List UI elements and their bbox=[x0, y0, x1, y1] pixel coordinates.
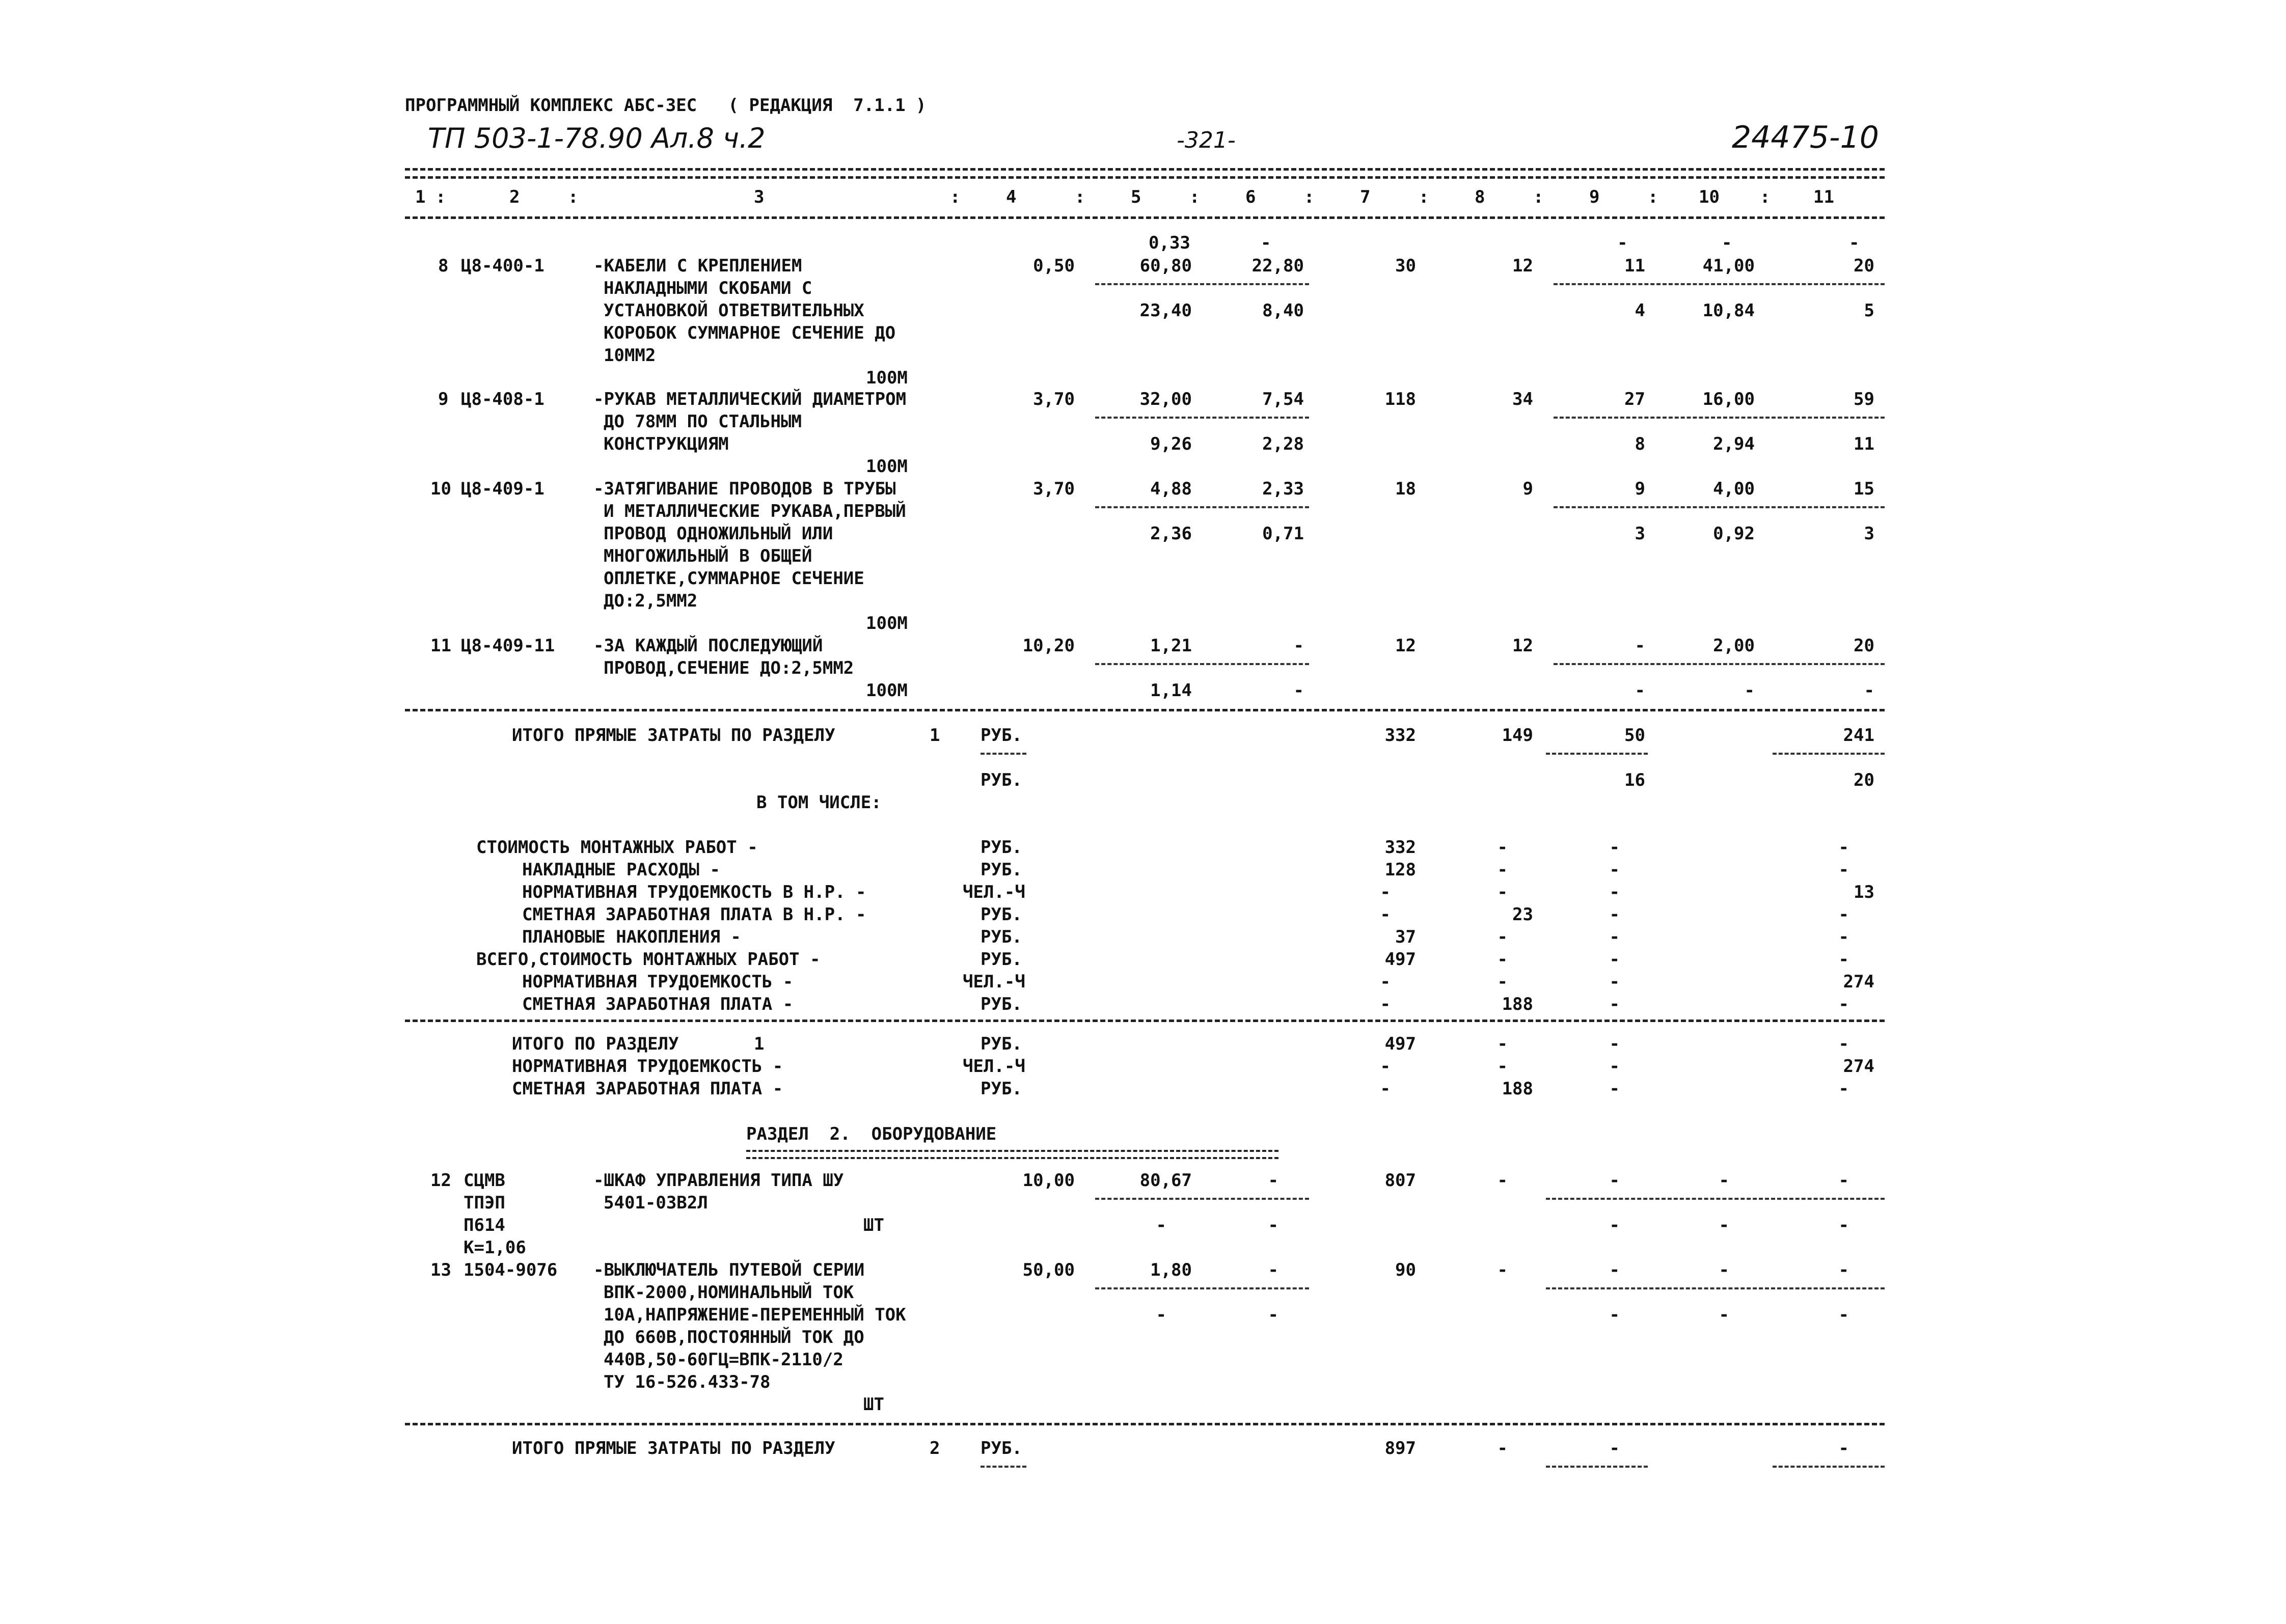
row-number: 9 bbox=[438, 389, 449, 409]
cell-divider bbox=[1773, 753, 1885, 755]
cell-divider bbox=[1554, 663, 1885, 665]
cell-c9-secondary: 8 bbox=[1635, 434, 1645, 454]
row-desc-line: 440В,50-60ГЦ=ВПК-2110/2 bbox=[604, 1350, 843, 1370]
cell-c7: 332 bbox=[1384, 837, 1416, 858]
col-header-8: 8 bbox=[1475, 187, 1485, 207]
cell-c8: 149 bbox=[1502, 725, 1533, 746]
cell-divider bbox=[981, 1466, 1026, 1468]
summary-unit: РУБ. bbox=[981, 904, 1022, 925]
cell-c9-secondary: - bbox=[1635, 680, 1645, 701]
cell-c6: - bbox=[1293, 636, 1304, 656]
cell-c8: - bbox=[1497, 927, 1508, 947]
col-header-11: 11 bbox=[1813, 187, 1834, 207]
cell-c5-secondary: 1,14 bbox=[1150, 680, 1192, 701]
cell-c4: 0,50 bbox=[1033, 256, 1075, 276]
cell-c11: - bbox=[1838, 1260, 1849, 1280]
row-number: 8 bbox=[438, 256, 449, 276]
cell-c9: - bbox=[1609, 1079, 1620, 1099]
cell-c7: 12 bbox=[1395, 636, 1416, 656]
col-sep: : bbox=[950, 187, 961, 207]
cell-c9: 27 bbox=[1624, 389, 1645, 409]
cell-c6: - bbox=[1268, 1260, 1278, 1280]
cell-c5: 32,00 bbox=[1139, 389, 1192, 409]
cell-c5-secondary: 9,26 bbox=[1150, 434, 1192, 454]
col-header-2: 2 bbox=[509, 187, 520, 207]
summary-unit: РУБ. bbox=[981, 837, 1022, 858]
summary-unit: РУБ. bbox=[981, 949, 1022, 970]
cell-c7: 332 bbox=[1384, 725, 1416, 746]
cell-c11: 13 bbox=[1854, 882, 1874, 902]
header-rule-bottom bbox=[405, 216, 1885, 219]
cell-c5-secondary: - bbox=[1156, 1215, 1166, 1235]
cell-c9: 9 bbox=[1635, 479, 1645, 499]
cell-divider bbox=[1546, 1198, 1885, 1200]
row-code: Ц8-400-1 bbox=[461, 256, 545, 276]
section-total-label: ИТОГО ПО РАЗДЕЛУ bbox=[512, 1034, 679, 1054]
cell-c8: - bbox=[1497, 882, 1508, 902]
cell-c9: - bbox=[1609, 972, 1620, 992]
col-sep: : bbox=[436, 187, 446, 207]
cell-c11-secondary: - bbox=[1838, 1305, 1849, 1325]
cell-c7: 18 bbox=[1395, 479, 1416, 499]
col-header-4: 4 bbox=[1006, 187, 1017, 207]
cell-c11: 59 bbox=[1854, 389, 1874, 409]
cell-c5: 1,80 bbox=[1150, 1260, 1192, 1280]
row-desc-line: -РУКАВ МЕТАЛЛИЧЕСКИЙ ДИАМЕТРОМ bbox=[593, 389, 907, 409]
cell-c8: 12 bbox=[1512, 636, 1533, 656]
cell-c8: - bbox=[1497, 972, 1508, 992]
cell-c11: 20 bbox=[1854, 636, 1874, 656]
cell-c7: 128 bbox=[1384, 860, 1416, 880]
total-unit: РУБ. bbox=[981, 1438, 1022, 1458]
cell-c4: 10,20 bbox=[1022, 636, 1075, 656]
cell-c10-secondary: 0,92 bbox=[1713, 524, 1755, 544]
section-2-underline bbox=[746, 1150, 1278, 1159]
cell-c9-secondary: - bbox=[1609, 1215, 1620, 1235]
row-unit: 100М bbox=[866, 368, 908, 388]
cell-c7: 497 bbox=[1384, 1034, 1416, 1054]
cell-c5-secondary: 23,40 bbox=[1139, 300, 1192, 321]
cell-divider bbox=[1095, 1287, 1309, 1289]
cell-c11-secondary: 3 bbox=[1864, 524, 1874, 544]
cell-c11: - bbox=[1838, 1034, 1849, 1054]
cell-c11-secondary: - bbox=[1864, 680, 1874, 701]
row-desc-line: -ЗА КАЖДЫЙ ПОСЛЕДУЮЩИЙ bbox=[593, 636, 823, 656]
cell-c10-top: - bbox=[1722, 233, 1732, 253]
cell-c9: - bbox=[1609, 949, 1620, 970]
cell-c6: - bbox=[1268, 1170, 1278, 1191]
row-desc-line: НАКЛАДНЫМИ СКОБАМИ С bbox=[604, 278, 812, 298]
row-desc-line: КОРОБОК СУММАРНОЕ СЕЧЕНИЕ ДО bbox=[604, 323, 896, 343]
row-desc-line: ПРОВОД ОДНОЖИЛЬНЫЙ ИЛИ bbox=[604, 524, 833, 544]
cell-c11: - bbox=[1838, 949, 1849, 970]
row-desc-line: ТУ 16-526.433-78 bbox=[604, 1372, 771, 1392]
row-code: ТПЭП bbox=[464, 1193, 505, 1213]
summary-label: СМЕТНАЯ ЗАРАБОТНАЯ ПЛАТА - bbox=[522, 994, 794, 1014]
row-desc-line: ДО 660В,ПОСТОЯННЫЙ ТОК ДО bbox=[604, 1327, 864, 1347]
cell-divider bbox=[1546, 1287, 1885, 1289]
cell-c11: - bbox=[1838, 1170, 1849, 1191]
summary-unit: ЧЕЛ.-Ч bbox=[963, 882, 1025, 902]
cell-divider bbox=[1095, 283, 1309, 285]
cell-c4: 3,70 bbox=[1033, 389, 1075, 409]
row-unit: 100М bbox=[866, 613, 908, 634]
summary-label: НОРМАТИВНАЯ ТРУДОЕМКОСТЬ В Н.Р. - bbox=[522, 882, 866, 902]
cell-c9-secondary: 4 bbox=[1635, 300, 1645, 321]
summary-unit: ЧЕЛ.-Ч bbox=[963, 972, 1025, 992]
section-total-number: 1 bbox=[754, 1034, 765, 1054]
row-code: СЦМВ bbox=[464, 1170, 505, 1191]
header-rule-top bbox=[405, 168, 1885, 171]
summary-label: СТОИМОСТЬ МОНТАЖНЫХ РАБОТ - bbox=[476, 837, 758, 858]
col-header-5: 5 bbox=[1131, 187, 1141, 207]
summary-label: СМЕТНАЯ ЗАРАБОТНАЯ ПЛАТА В Н.Р. - bbox=[522, 904, 866, 925]
row-desc-line: УСТАНОВКОЙ ОТВЕТВИТЕЛЬНЫХ bbox=[604, 300, 864, 321]
cell-c11: - bbox=[1838, 927, 1849, 947]
cell-c6-secondary: 0,71 bbox=[1262, 524, 1304, 544]
row-number: 10 bbox=[430, 479, 451, 499]
cell-divider bbox=[1095, 1198, 1309, 1200]
cell-c6: 22,80 bbox=[1251, 256, 1304, 276]
row-desc-line: ВПК-2000,НОМИНАЛЬНЫЙ ТОК bbox=[604, 1282, 854, 1303]
section-rule bbox=[405, 709, 1885, 711]
cell-c8: - bbox=[1497, 1056, 1508, 1077]
row-desc-line: 10ММ2 bbox=[604, 345, 656, 366]
cell-c6-secondary: - bbox=[1268, 1305, 1278, 1325]
cell-c5: 1,21 bbox=[1150, 636, 1192, 656]
cell-c7: 37 bbox=[1395, 927, 1416, 947]
cell-c7: 118 bbox=[1384, 389, 1416, 409]
cell-c11-top: - bbox=[1849, 233, 1860, 253]
summary-label: НАКЛАДНЫЕ РАСХОДЫ - bbox=[522, 860, 720, 880]
section-total-label: НОРМАТИВНАЯ ТРУДОЕМКОСТЬ - bbox=[512, 1056, 783, 1077]
row-desc-line: ДО 78ММ ПО СТАЛЬНЫМ bbox=[604, 411, 802, 432]
cell-c8: - bbox=[1497, 1438, 1508, 1458]
col-sep: : bbox=[1760, 187, 1771, 207]
summary-unit: РУБ. bbox=[981, 994, 1022, 1014]
cell-c8: - bbox=[1497, 1260, 1508, 1280]
cell-c9: - bbox=[1609, 1260, 1620, 1280]
cell-c10-secondary: 10,84 bbox=[1702, 300, 1755, 321]
col-sep: : bbox=[1648, 187, 1658, 207]
row-code: 1504-9076 bbox=[464, 1260, 558, 1280]
total-unit-secondary: РУБ. bbox=[981, 770, 1022, 790]
total-label: ИТОГО ПРЯМЫЕ ЗАТРАТЫ ПО РАЗДЕЛУ bbox=[512, 1438, 835, 1458]
cell-c5: 80,67 bbox=[1139, 1170, 1192, 1191]
section-total-unit: РУБ. bbox=[981, 1079, 1022, 1099]
row-code: Ц8-408-1 bbox=[461, 389, 545, 409]
row-desc-line: -ВЫКЛЮЧАТЕЛЬ ПУТЕВОЙ СЕРИИ bbox=[593, 1260, 865, 1280]
section-total-unit: РУБ. bbox=[981, 1034, 1022, 1054]
cell-divider bbox=[1554, 283, 1885, 285]
row-number: 12 bbox=[430, 1170, 451, 1191]
cell-c4: 3,70 bbox=[1033, 479, 1075, 499]
cell-c9: - bbox=[1609, 1170, 1620, 1191]
cell-c10-secondary: - bbox=[1744, 680, 1755, 701]
cell-c4: 50,00 bbox=[1022, 1260, 1075, 1280]
cell-c5: 60,80 bbox=[1139, 256, 1192, 276]
row-desc-line: -КАБЕЛИ С КРЕПЛЕНИЕМ bbox=[593, 256, 802, 276]
section-2-title: РАЗДЕЛ 2. ОБОРУДОВАНИЕ bbox=[746, 1124, 997, 1144]
row-unit: ШТ bbox=[863, 1215, 884, 1235]
summary-label: НОРМАТИВНАЯ ТРУДОЕМКОСТЬ - bbox=[522, 972, 794, 992]
cell-c9: - bbox=[1609, 1438, 1620, 1458]
row-desc-line: -ЗАТЯГИВАНИЕ ПРОВОДОВ В ТРУБЫ bbox=[593, 479, 896, 499]
cell-c9: - bbox=[1609, 927, 1620, 947]
section-total-label: СМЕТНАЯ ЗАРАБОТНАЯ ПЛАТА - bbox=[512, 1079, 783, 1099]
row-code: К=1,06 bbox=[464, 1237, 526, 1258]
program-title: ПРОГРАММНЫЙ КОМПЛЕКС АБС-3ЕС ( РЕДАКЦИЯ 7.1.1 ) bbox=[405, 95, 927, 116]
section-rule bbox=[405, 1423, 1885, 1425]
col-header-10: 10 bbox=[1699, 187, 1720, 207]
cell-c8: - bbox=[1497, 860, 1508, 880]
cell-c8: - bbox=[1497, 1034, 1508, 1054]
cell-c6: 2,33 bbox=[1262, 479, 1304, 499]
section-rule bbox=[405, 1020, 1885, 1022]
cell-divider bbox=[981, 753, 1026, 755]
cell-c7: - bbox=[1380, 994, 1391, 1014]
col-header-3: 3 bbox=[754, 187, 765, 207]
row-desc-line: И МЕТАЛЛИЧЕСКИЕ РУКАВА,ПЕРВЫЙ bbox=[604, 501, 906, 521]
col-sep: : bbox=[1533, 187, 1544, 207]
cell-c7: - bbox=[1380, 1079, 1391, 1099]
cell-c7: 897 bbox=[1384, 1438, 1416, 1458]
cell-c7: - bbox=[1380, 1056, 1391, 1077]
cell-c10: 16,00 bbox=[1702, 389, 1755, 409]
cell-c7: 497 bbox=[1384, 949, 1416, 970]
cell-c9: - bbox=[1609, 837, 1620, 858]
cell-divider bbox=[1554, 506, 1885, 508]
cell-c8: 23 bbox=[1512, 904, 1533, 925]
summary-label: ПЛАНОВЫЕ НАКОПЛЕНИЯ - bbox=[522, 927, 741, 947]
cell-c10-secondary: - bbox=[1719, 1305, 1729, 1325]
summary-label: ВСЕГО,СТОИМОСТЬ МОНТАЖНЫХ РАБОТ - bbox=[476, 949, 821, 970]
cell-c11: - bbox=[1838, 994, 1849, 1014]
cell-c9: - bbox=[1635, 636, 1645, 656]
row-code: Ц8-409-1 bbox=[461, 479, 545, 499]
total-label: ИТОГО ПРЯМЫЕ ЗАТРАТЫ ПО РАЗДЕЛУ bbox=[512, 725, 835, 746]
cell-c9: - bbox=[1609, 994, 1620, 1014]
cell-c11-secondary: - bbox=[1838, 1215, 1849, 1235]
cell-c7: - bbox=[1380, 882, 1391, 902]
cell-c5-secondary: 2,36 bbox=[1150, 524, 1192, 544]
cell-c7: - bbox=[1380, 972, 1391, 992]
cell-c7: 90 bbox=[1395, 1260, 1416, 1280]
col-header-6: 6 bbox=[1245, 187, 1256, 207]
cell-c11: - bbox=[1838, 837, 1849, 858]
cell-c8: 188 bbox=[1502, 1079, 1533, 1099]
row-desc-line: ДО:2,5ММ2 bbox=[604, 591, 698, 611]
col-sep: : bbox=[1075, 187, 1085, 207]
cell-c6-secondary: 2,28 bbox=[1262, 434, 1304, 454]
col-header-7: 7 bbox=[1360, 187, 1371, 207]
cell-c9-secondary: 16 bbox=[1624, 770, 1645, 790]
total-section: 1 bbox=[930, 725, 940, 746]
cell-c8: 9 bbox=[1522, 479, 1533, 499]
cell-c5-top: 0,33 bbox=[1149, 233, 1190, 253]
document-code: ТП 503-1-78.90 Ал.8 ч.2 bbox=[428, 122, 766, 154]
document-number: 24475-10 bbox=[1732, 120, 1879, 155]
cell-c6: 7,54 bbox=[1262, 389, 1304, 409]
cell-c11-secondary: 20 bbox=[1854, 770, 1874, 790]
cell-c10: 2,00 bbox=[1713, 636, 1755, 656]
cell-c11: - bbox=[1838, 1438, 1849, 1458]
row-desc-line: ОПЛЕТКЕ,СУММАРНОЕ СЕЧЕНИЕ bbox=[604, 568, 864, 589]
header-rule-top-2 bbox=[405, 176, 1885, 179]
cell-c11: - bbox=[1838, 904, 1849, 925]
row-desc-line: 10А,НАПРЯЖЕНИЕ-ПЕРЕМЕННЫЙ ТОК bbox=[604, 1305, 906, 1325]
cell-c5-secondary: - bbox=[1156, 1305, 1166, 1325]
cell-c6-top: - bbox=[1261, 233, 1271, 253]
cell-divider bbox=[1546, 1466, 1648, 1468]
cell-c9-secondary: - bbox=[1609, 1305, 1620, 1325]
cell-c5: 4,88 bbox=[1150, 479, 1192, 499]
cell-divider bbox=[1773, 1466, 1885, 1468]
cell-c11-secondary: 5 bbox=[1864, 300, 1874, 321]
row-desc-line: МНОГОЖИЛЬНЫЙ В ОБЩЕЙ bbox=[604, 546, 812, 566]
cell-c9: - bbox=[1609, 860, 1620, 880]
row-code: Ц8-409-11 bbox=[461, 636, 555, 656]
cell-c6-secondary: - bbox=[1268, 1215, 1278, 1235]
cell-c7: 807 bbox=[1384, 1170, 1416, 1191]
cell-c11: - bbox=[1838, 860, 1849, 880]
row-desc-line: 5401-03В2Л bbox=[604, 1193, 708, 1213]
col-header-9: 9 bbox=[1589, 187, 1600, 207]
cell-c11: 274 bbox=[1843, 972, 1874, 992]
cell-c11: 241 bbox=[1843, 725, 1874, 746]
page-number: -321- bbox=[1177, 127, 1236, 153]
row-desc-line: КОНСТРУКЦИЯМ bbox=[604, 434, 729, 454]
row-number: 11 bbox=[430, 636, 451, 656]
total-unit: РУБ. bbox=[981, 725, 1022, 746]
col-sep: : bbox=[1304, 187, 1315, 207]
row-code: П614 bbox=[464, 1215, 505, 1235]
cell-c10: 41,00 bbox=[1702, 256, 1755, 276]
cell-c6-secondary: - bbox=[1293, 680, 1304, 701]
col-sep: : bbox=[1419, 187, 1429, 207]
cell-c9-top: - bbox=[1617, 233, 1628, 253]
cell-c10: - bbox=[1719, 1170, 1729, 1191]
cell-c8: - bbox=[1497, 949, 1508, 970]
cell-c8: - bbox=[1497, 837, 1508, 858]
row-unit: 100М bbox=[866, 456, 908, 477]
col-sep: : bbox=[1189, 187, 1200, 207]
cell-c8: 188 bbox=[1502, 994, 1533, 1014]
summary-unit: РУБ. bbox=[981, 860, 1022, 880]
row-number: 13 bbox=[430, 1260, 451, 1280]
cell-c7: 30 bbox=[1395, 256, 1416, 276]
cell-c9: - bbox=[1609, 904, 1620, 925]
cell-c8: 12 bbox=[1512, 256, 1533, 276]
cell-divider bbox=[1095, 417, 1309, 419]
row-desc-line: -ШКАФ УПРАВЛЕНИЯ ТИПА ШУ bbox=[593, 1170, 844, 1191]
row-desc-line: ПРОВОД,СЕЧЕНИЕ ДО:2,5ММ2 bbox=[604, 658, 854, 678]
cell-c9: - bbox=[1609, 882, 1620, 902]
summary-unit: РУБ. bbox=[981, 927, 1022, 947]
col-header-1: 1 bbox=[415, 187, 426, 207]
cell-c11: 15 bbox=[1854, 479, 1874, 499]
cell-divider bbox=[1554, 417, 1885, 419]
cell-divider bbox=[1095, 506, 1309, 508]
cell-divider bbox=[1095, 663, 1309, 665]
including-heading: В ТОМ ЧИСЛЕ: bbox=[756, 792, 882, 813]
cell-divider bbox=[1546, 753, 1648, 755]
cell-c4: 10,00 bbox=[1022, 1170, 1075, 1191]
cell-c11: 20 bbox=[1854, 256, 1874, 276]
cell-c8: 34 bbox=[1512, 389, 1533, 409]
total-section: 2 bbox=[930, 1438, 940, 1458]
cell-c11: - bbox=[1838, 1079, 1849, 1099]
cell-c9: 11 bbox=[1624, 256, 1645, 276]
cell-c9: 50 bbox=[1624, 725, 1645, 746]
cell-c11-secondary: 11 bbox=[1854, 434, 1874, 454]
row-unit: ШТ bbox=[863, 1394, 884, 1415]
cell-c8: - bbox=[1497, 1170, 1508, 1191]
cell-c7: - bbox=[1380, 904, 1391, 925]
col-sep: : bbox=[568, 187, 579, 207]
section-total-unit: ЧЕЛ.-Ч bbox=[963, 1056, 1025, 1077]
cell-c10-secondary: - bbox=[1719, 1215, 1729, 1235]
cell-c6-secondary: 8,40 bbox=[1262, 300, 1304, 321]
cell-c9: - bbox=[1609, 1056, 1620, 1077]
cell-c10: 4,00 bbox=[1713, 479, 1755, 499]
cell-c9-secondary: 3 bbox=[1635, 524, 1645, 544]
cell-c10: - bbox=[1719, 1260, 1729, 1280]
cell-c11: 274 bbox=[1843, 1056, 1874, 1077]
row-unit: 100М bbox=[866, 680, 908, 701]
cell-c9: - bbox=[1609, 1034, 1620, 1054]
cell-c10-secondary: 2,94 bbox=[1713, 434, 1755, 454]
